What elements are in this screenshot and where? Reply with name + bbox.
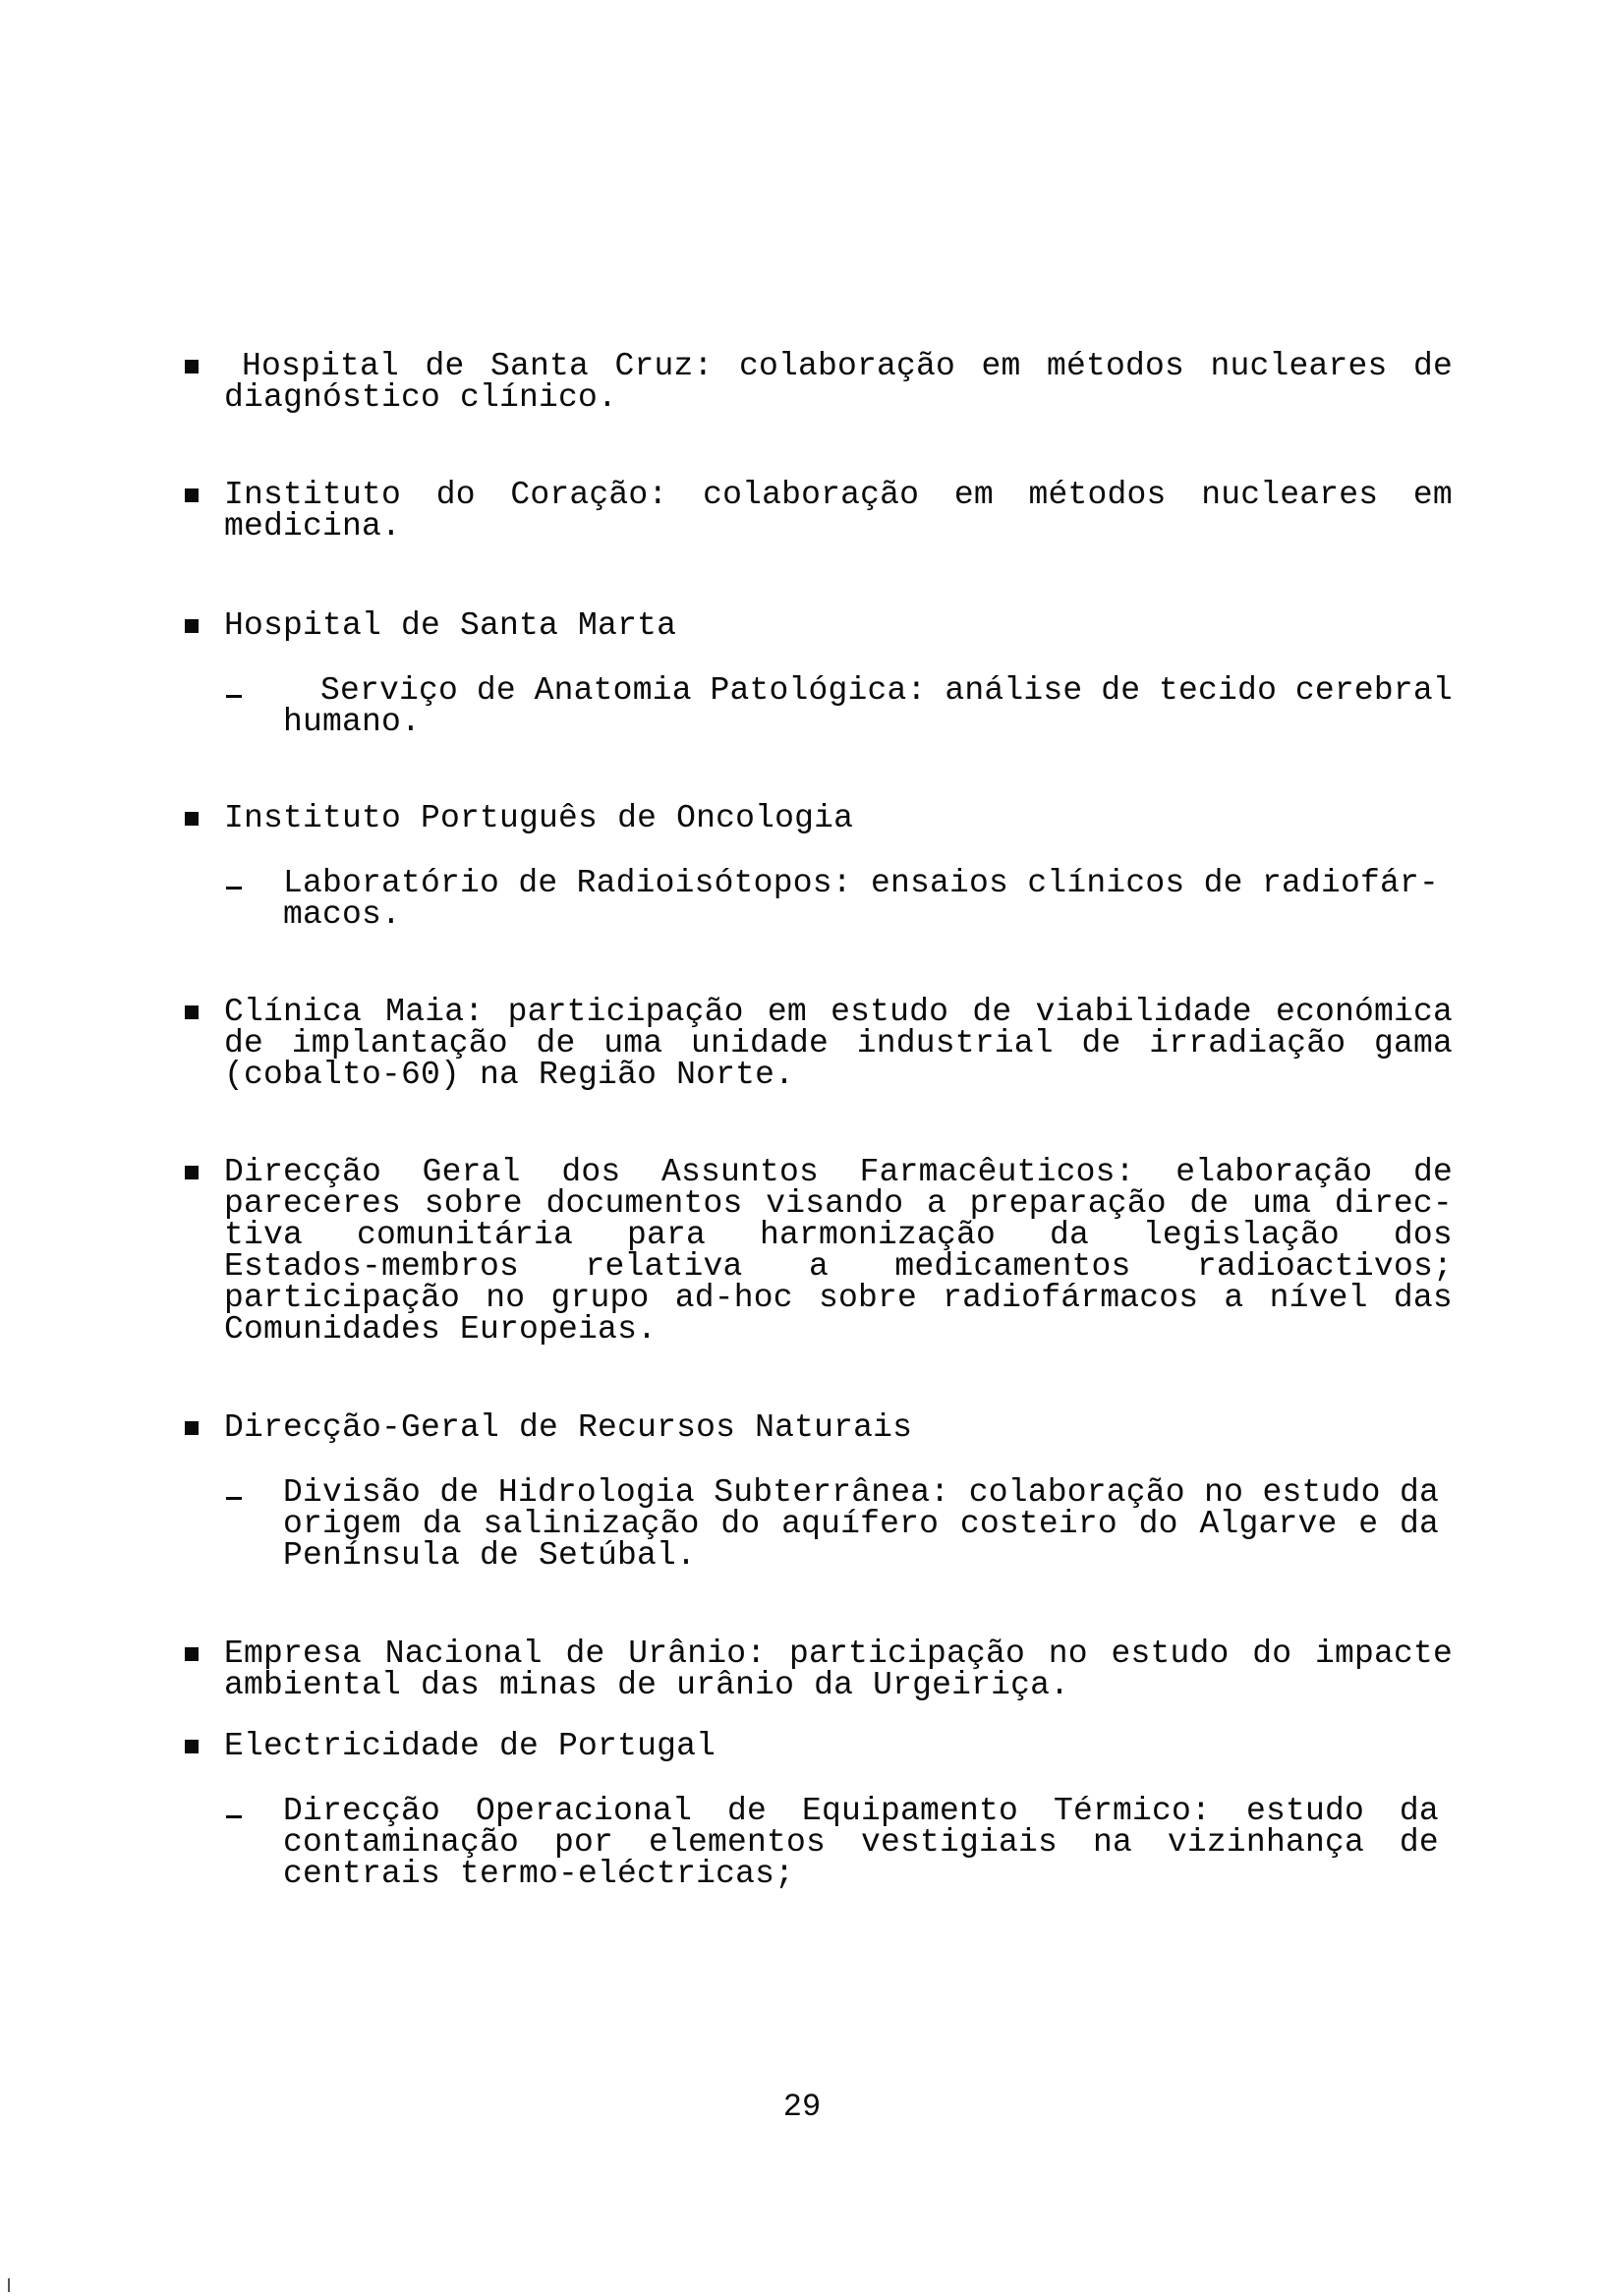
line-1: Instituto do Coração: colaboração em métodos nucleares em <box>224 477 1453 513</box>
line-2: origem da salinização do aquífero costeiro do Algarve e da <box>283 1506 1439 1542</box>
line-4: Estados-membros relativa a medicamentos radioactivos; <box>224 1248 1453 1285</box>
scan-edge-mark <box>8 2278 10 2292</box>
heading-line: Direcção-Geral de Recursos Naturais <box>224 1409 913 1446</box>
line-2: medicina. <box>224 508 402 545</box>
line-1: Empresa Nacional de Urânio: participação no estudo do impacte <box>224 1636 1453 1672</box>
line-2: ambiental das minas de urânio da Urgeiriça. <box>224 1667 1070 1703</box>
line-3: centrais termo-eléctricas; <box>283 1856 795 1892</box>
line-1: Direcção Geral dos Assuntos Farmacêuticos: elaboração de <box>224 1154 1453 1190</box>
dash-icon <box>226 887 242 890</box>
dash-icon <box>226 695 242 698</box>
bullet-icon <box>185 360 199 373</box>
line-1: Laboratório de Radioisótopos: ensaios clínicos de radiofár- <box>283 865 1439 901</box>
line-6: Comunidades Europeias. <box>224 1311 658 1348</box>
heading-line: Instituto Português de Oncologia <box>224 800 854 836</box>
page-number: 29 <box>782 2089 822 2125</box>
dash-icon <box>226 1497 242 1500</box>
bullet-icon <box>185 488 199 502</box>
line-2: macos. <box>283 896 402 933</box>
heading-line: Hospital de Santa Marta <box>224 607 677 644</box>
dash-icon <box>226 1815 242 1818</box>
line-1: Divisão de Hidrologia Subterrânea: colaboração no estudo da <box>283 1474 1439 1511</box>
line-2: humano. <box>283 704 422 740</box>
bullet-icon <box>185 1740 199 1753</box>
bullet-icon <box>185 619 199 633</box>
bullet-icon <box>185 1647 199 1661</box>
heading-line: Electricidade de Portugal <box>224 1728 716 1764</box>
line-2: contaminação por elementos vestigiais na vizinhança de <box>283 1824 1439 1861</box>
bullet-icon <box>185 812 199 826</box>
line-2: pareceres sobre documentos visando a preparação de uma direc- <box>224 1185 1453 1222</box>
line-1: Clínica Maia: participação em estudo de viabilidade económica <box>224 994 1453 1030</box>
line-2: diagnóstico clínico. <box>224 379 618 416</box>
line-1: Direcção Operacional de Equipamento Térmico: estudo da <box>283 1793 1439 1829</box>
line-3: (cobalto-60) na Região Norte. <box>224 1057 795 1093</box>
line-5: participação no grupo ad-hoc sobre radiofármacos a nível das <box>224 1280 1453 1316</box>
line-3: Península de Setúbal. <box>283 1537 697 1574</box>
bullet-icon <box>185 1421 199 1435</box>
bullet-icon <box>185 1005 199 1019</box>
line-2: de implantação de uma unidade industrial de irradiação gama <box>224 1025 1453 1062</box>
line-1: Hospital de Santa Cruz: colaboração em métodos nucleares de <box>242 348 1453 384</box>
bullet-icon <box>185 1166 199 1179</box>
line-1: Serviço de Anatomia Patológica: análise de tecido cerebral <box>320 672 1453 709</box>
line-3: tiva comunitária para harmonização da legislação dos <box>224 1217 1453 1253</box>
